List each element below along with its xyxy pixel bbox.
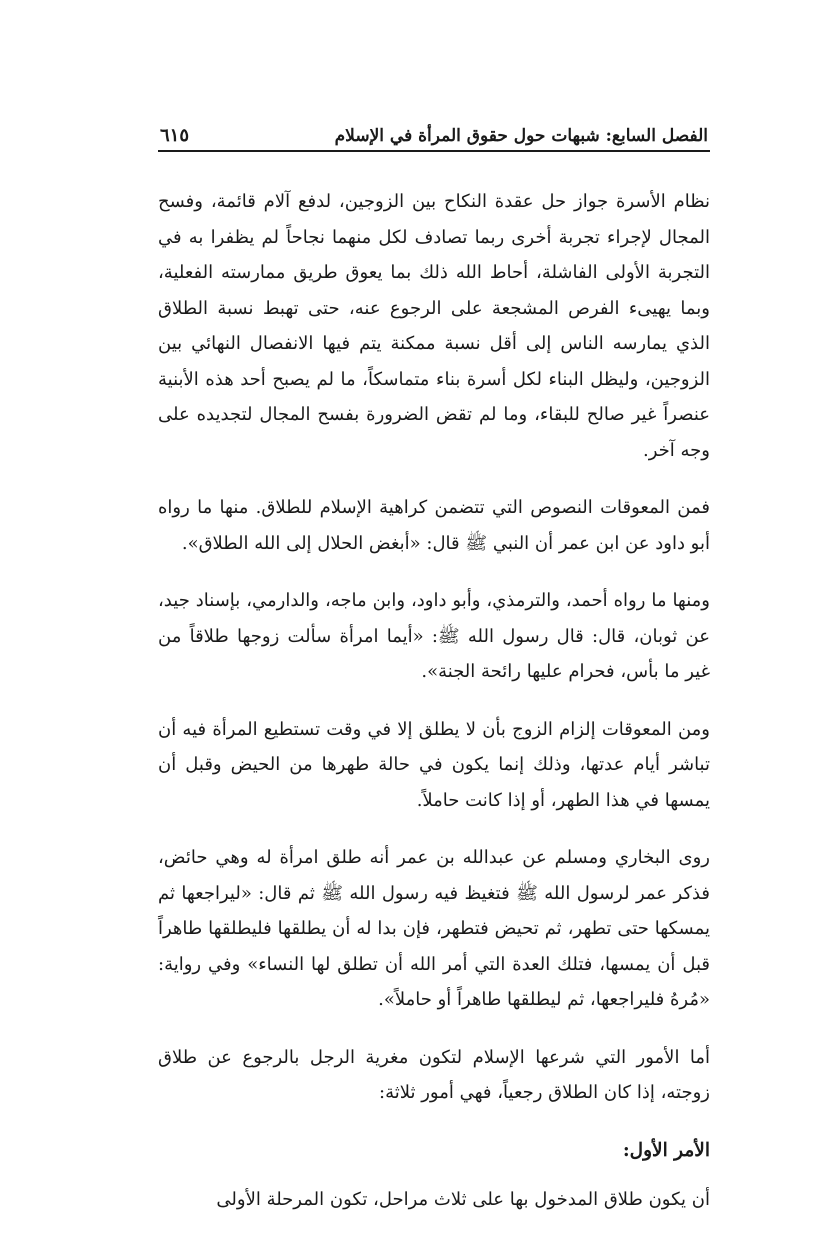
paragraph-4: ومن المعوقات إلزام الزوج بأن لا يطلق إلا في وقت تستطيع المرأة فيه أن تباشر أيام عدتها، وذلك إنما يكون في حالة طهرها من الحيض وقبل أن يمسها في هذا الطهر، أو إذا كانت حاملاً. [158,718,710,811]
page-number: ٦١٥ [160,125,190,146]
paragraph-6: أما الأمور التي شرعها الإسلام لتكون مغرية الرجل بالرجوع عن طلاق زوجته، إذا كان الطلاق رجعياً، فهي أمور ثلاثة: [158,1046,710,1103]
section-heading: الأمر الأول: [622,1139,710,1161]
paragraph-3: ومنها ما رواه أحمد، والترمذي، وأبو داود، وابن ماجه، والدارمي، بإسناد جيد، عن ثوبان، قال: قال رسول الله ﷺ: «أيما امرأة سألت زوجها طلاقاً من غير ما بأس، فحرام عليها رائحة الجنة». [158,590,710,682]
paragraph-7: أن يكون طلاق المدخول بها على ثلاث مراحل، تكون المرحلة الأولى [216,1188,710,1210]
book-page [158,112,710,1239]
chapter-title: الفصل السابع: شبهات حول حقوق المرأة في الإسلام [334,126,708,146]
paragraph-2: فمن المعوقات النصوص التي تتضمن كراهية الإسلام للطلاق. منها ما رواه أبو داود عن ابن عمر أن النبي ﷺ قال: «أبغض الحلال إلى الله الطلاق». [158,497,710,554]
running-header [158,112,710,152]
page-body [158,184,710,1217]
paragraph-5: روى البخاري ومسلم عن عبدالله بن عمر أنه طلق امرأة له وهي حائض، فذكر عمر لرسول الله ﷺ فتغيظ فيه رسول الله ﷺ ثم قال: «ليراجعها ثم يمسكها حتى تطهر، ثم تحيض فتطهر، فإن بدا له أن يطلقها فليطلقها طاهراً قبل أن يمسها، فتلك العدة التي أمر الله أن تطلق لها النساء» وفي رواية: «مُرهُ فليراجعها، ثم ليطلقها طاهراً أو حاملاً». [158,847,710,1010]
paragraph-1: نظام الأسرة جواز حل عقدة النكاح بين الزوجين، لدفع آلام قائمة، وفسح المجال لإجراء تجربة أخرى ربما تصادف لكل منهما نجاحاً لم يظفرا به في التجربة الأولى الفاشلة، أحاط الله ذلك بما يعوق طريق ممارسته الفعلية، وبما يهيىء الفرص المشجعة على الرجوع عنه، حتى تهبط نسبة الطلاق الذي يمارسه الناس إلى أقل نسبة ممكنة يتم فيها الانفصال النهائي بين الزوجين، وليظل البناء لكل أسرة بناء متماسكاً، ما لم يصبح أحد هذه الأبنية عنصراً غير صالح للبقاء، وما لم تقض الضرورة بفسح المجال لتجديده على وجه آخر. [158,191,710,461]
